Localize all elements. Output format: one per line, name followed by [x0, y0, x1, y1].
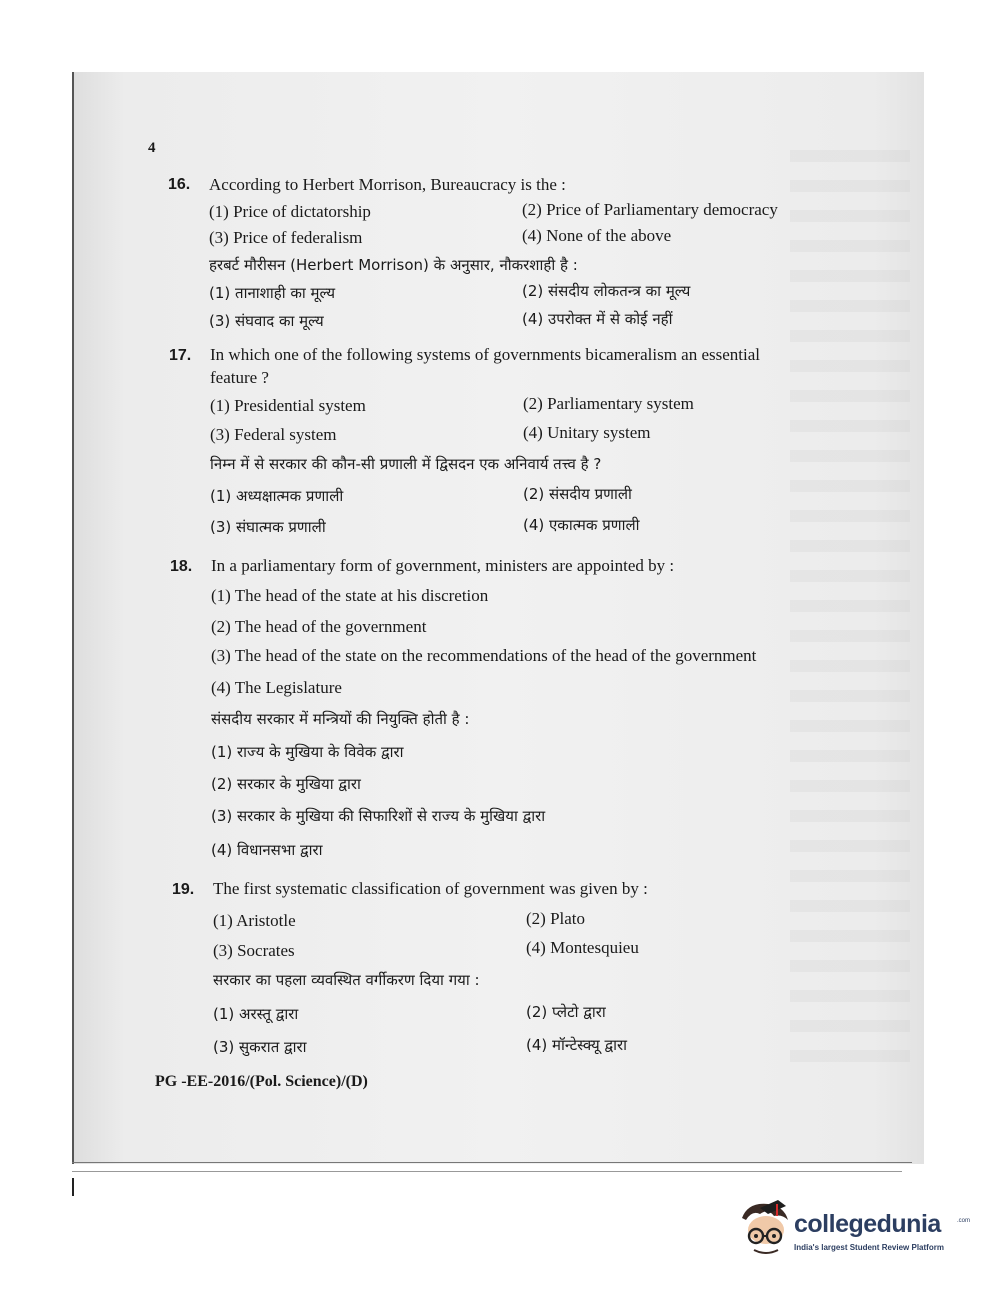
option: (1) Price of dictatorship — [209, 202, 371, 221]
bleed-through-text — [790, 150, 910, 1080]
option: (4) विधानसभा द्वारा — [211, 841, 323, 859]
question-text-hi: सरकार का पहला व्यवस्थित वर्गीकरण दिया गया : — [213, 971, 480, 989]
page-edge — [72, 1178, 74, 1196]
logo-tagline: India's largest Student Review Platform — [794, 1243, 944, 1252]
page-edge — [72, 1171, 902, 1172]
option: (3) सरकार के मुखिया की सिफारिशों से राज्य के मुखिया द्वारा — [211, 807, 546, 825]
option: (4) Unitary system — [523, 423, 651, 442]
option: (3) सुकरात द्वारा — [213, 1038, 307, 1056]
option: (3) संघवाद का मूल्य — [209, 312, 324, 330]
option: (2) संसदीय प्रणाली — [523, 485, 632, 503]
mascot-icon — [738, 1198, 794, 1260]
option: (1) Presidential system — [210, 396, 366, 415]
question-text-en: In a parliamentary form of government, ministers are appointed by : — [211, 556, 675, 575]
question-number: 16. — [168, 176, 191, 193]
option: (1) The head of the state at his discretion — [211, 586, 489, 605]
option: (3) The head of the state on the recommendations of the head of the government — [211, 646, 757, 665]
option: (2) प्लेटो द्वारा — [526, 1003, 606, 1021]
question-text-en: According to Herbert Morrison, Bureaucracy is the : — [209, 175, 566, 194]
question-text-hi: संसदीय सरकार में मन्त्रियों की नियुक्ति होती है : — [211, 710, 470, 728]
question-text-en-cont: feature ? — [210, 368, 269, 387]
option: (1) Aristotle — [213, 911, 296, 930]
paper-code-footer: PG -EE-2016/(Pol. Science)/(D) — [155, 1073, 368, 1090]
option: (3) Socrates — [213, 941, 295, 960]
question-number: 18. — [170, 558, 193, 575]
option: (1) तानाशाही का मूल्य — [209, 284, 336, 302]
option: (3) Federal system — [210, 425, 337, 444]
question-number: 17. — [169, 347, 192, 364]
question-text-en: The first systematic classification of government was given by : — [213, 879, 648, 898]
option: (1) अध्यक्षात्मक प्रणाली — [210, 487, 344, 505]
page-edge — [72, 1162, 912, 1163]
question-number: 19. — [172, 881, 195, 898]
option: (4) एकात्मक प्रणाली — [523, 516, 640, 534]
option: (4) The Legislature — [211, 678, 342, 697]
page-number: 4 — [148, 140, 156, 156]
option: (2) The head of the government — [211, 617, 427, 636]
option: (1) अरस्तू द्वारा — [213, 1005, 299, 1023]
question-text-hi: निम्न में से सरकार की कौन-सी प्रणाली में द्विसदन एक अनिवार्य तत्त्व है ? — [210, 455, 602, 473]
option: (4) उपरोक्त में से कोई नहीं — [522, 310, 673, 328]
option: (1) राज्य के मुखिया के विवेक द्वारा — [211, 743, 404, 761]
option: (4) Montesquieu — [526, 938, 639, 957]
logo-wordmark: collegedunia — [794, 1210, 941, 1238]
option: (3) संघात्मक प्रणाली — [210, 518, 326, 536]
option: (2) Price of Parliamentary democracy — [522, 200, 778, 219]
option: (2) Parliamentary system — [523, 394, 694, 413]
collegedunia-logo[interactable] — [738, 1196, 971, 1266]
option: (2) Plato — [526, 909, 586, 928]
option: (2) सरकार के मुखिया द्वारा — [211, 775, 361, 793]
logo-domain: .com — [957, 1218, 971, 1224]
option: (3) Price of federalism — [209, 228, 363, 247]
option: (4) मॉन्टेस्क्यू द्वारा — [526, 1036, 627, 1054]
option: (4) None of the above — [522, 226, 672, 245]
option: (2) संसदीय लोकतन्त्र का मूल्य — [522, 282, 691, 300]
question-text-hi: हरबर्ट मौरीसन (Herbert Morrison) के अनुसार, नौकरशाही है : — [209, 256, 578, 274]
question-text-en: In which one of the following systems of governments bicameralism an essential — [210, 345, 761, 364]
